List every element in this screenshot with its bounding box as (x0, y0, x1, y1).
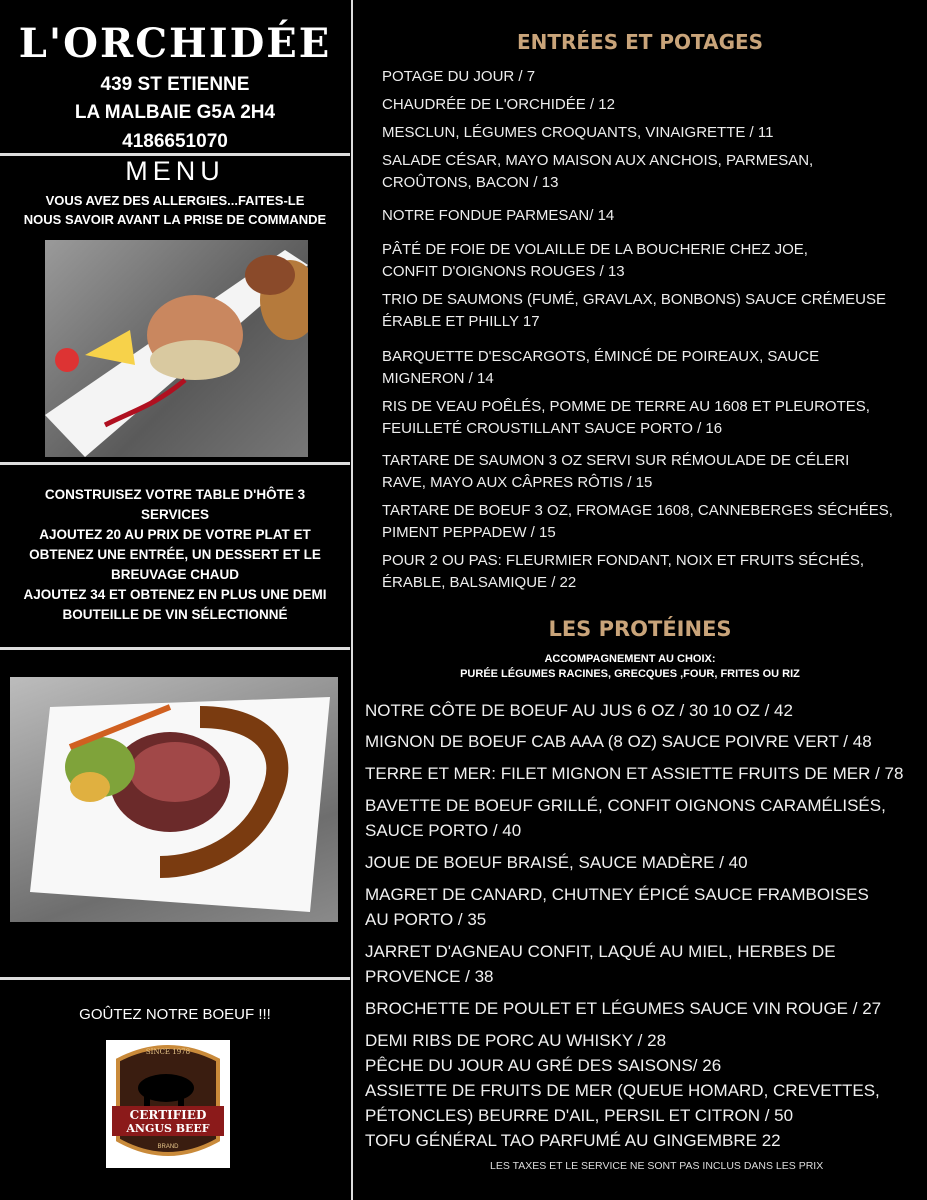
proteine-item: NOTRE CÔTE DE BOEUF AU JUS 6 OZ / 30 10 OZ / 42 (365, 701, 793, 720)
accompaniment-options: PURÉE LÉGUMES RACINES, GRECQUES ,FOUR, FRITES OU RIZ (460, 668, 800, 680)
entree-item: TRIO DE SAUMONS (FUMÉ, GRAVLAX, BONBONS) SAUCE CRÉMEUSE ÉRABLE ET PHILLY 17 (382, 291, 886, 330)
proteine-item: MAGRET DE CANARD, CHUTNEY ÉPICÉ SAUCE FRAMBOISES AU PORTO / 35 (365, 885, 869, 929)
entree-item: TARTARE DE SAUMON 3 OZ SERVI SUR RÉMOULADE DE CÉLERI RAVE, MAYO AUX CÂPRES RÔTIS / 15 (382, 452, 850, 491)
entree-item: BARQUETTE D'ESCARGOTS, ÉMINCÉ DE POIREAUX, SAUCE MIGNERON / 14 (382, 348, 820, 387)
entree-item: MESCLUN, LÉGUMES CROQUANTS, VINAIGRETTE / 11 (382, 124, 774, 141)
table-hote-line: AJOUTEZ 34 ET OBTENEZ EN PLUS UNE DEMI (23, 587, 327, 602)
table-hote-line: SERVICES (140, 507, 210, 522)
proteine-item: DEMI RIBS DE PORC AU WHISKY / 28 PÊCHE DU JOUR AU GRÉ DES SAISONS/ 26 ASSIETTE DE FRUITS DE MER (QUEUE HOMARD, CREVETTES, PÉTONCLES) BEURRE D'AIL, PERSIL ET CITRON / 50 TOFU GÉNÉRAL TAO PARFUMÉ AU GINGEMBRE 22 (365, 1031, 880, 1150)
proteines-heading: LES PROTÉINES (548, 617, 732, 641)
logo-brand: BRAND (157, 1144, 179, 1150)
table-hote-notice (8, 485, 342, 625)
logo-certified: CERTIFIED (129, 1108, 207, 1122)
entree-item: TARTARE DE BOEUF 3 OZ, FROMAGE 1608, CANNEBERGES SÉCHÉES, PIMENT PEPPADEW / 15 (382, 502, 893, 541)
table-hote-line: CONSTRUISEZ VOTRE TABLE D'HÔTE 3 (44, 487, 306, 502)
allergy-line: NOUS SAVOIR AVANT LA PRISE DE COMMANDE (23, 212, 327, 227)
divider (0, 462, 350, 465)
allergy-notice (0, 191, 350, 229)
angus-logo (106, 1040, 230, 1168)
tartare-illustration (45, 240, 308, 457)
entree-item: RIS DE VEAU POÊLÉS, POMME DE TERRE AU 1608 ET PLEUROTES, FEUILLETÉ CROUSTILLANT SAUCE PORTO / 16 (382, 398, 870, 437)
table-hote-line: OBTENEZ UNE ENTRÉE, UN DESSERT ET LE (29, 547, 321, 562)
entrees-heading: ENTRÉES ET POTAGES (516, 30, 764, 54)
table-hote-line: BOUTEILLE DE VIN SÉLECTIONNÉ (62, 607, 288, 622)
accompaniment-title: ACCOMPAGNEMENT AU CHOIX: (544, 653, 716, 665)
proteine-item: JOUE DE BOEUF BRAISÉ, SAUCE MADÈRE / 40 (365, 853, 748, 872)
allergy-line: VOUS AVEZ DES ALLERGIES...FAITES-LE (45, 193, 305, 208)
entree-item: CHAUDRÉE DE L'ORCHIDÉE / 12 (382, 96, 615, 113)
logo-angus-beef: ANGUS BEEF (126, 1122, 210, 1135)
entree-item: PÂTÉ DE FOIE DE VOLAILLE DE LA BOUCHERIE CHEZ JOE, CONFIT D'OIGNONS ROUGES / 13 (382, 241, 808, 280)
table-hote-line: BREUVAGE CHAUD (110, 567, 239, 582)
column-divider (351, 0, 353, 1200)
menu-label: MENU (125, 156, 225, 186)
proteine-item: BROCHETTE DE POULET ET LÉGUMES SAUCE VIN ROUGE / 27 (365, 999, 882, 1018)
logo-since: SINCE 1978 (145, 1048, 191, 1056)
steak-photo (10, 677, 338, 922)
entree-item: NOTRE FONDUE PARMESAN/ 14 (382, 207, 615, 224)
divider (0, 647, 350, 650)
entree-item: SALADE CÉSAR, MAYO MAISON AUX ANCHOIS, PARMESAN, CROÛTONS, BACON / 13 (382, 152, 814, 191)
boeuf-tagline: GOÛTEZ NOTRE BOEUF !!! (79, 1006, 271, 1023)
entree-item: POTAGE DU JOUR / 7 (382, 68, 536, 85)
proteine-item: TERRE ET MER: FILET MIGNON ET ASSIETTE FRUITS DE MER / 78 (365, 764, 904, 783)
divider (0, 977, 350, 980)
taxes-notice: LES TAXES ET LE SERVICE NE SONT PAS INCLUS DANS LES PRIX (490, 1160, 824, 1172)
address-line2: LA MALBAIE G5A 2H4 (74, 102, 276, 123)
entree-item: POUR 2 OU PAS: FLEURMIER FONDANT, NOIX ET FRUITS SÉCHÉS, ÉRABLE, BALSAMIQUE / 22 (382, 552, 865, 591)
restaurant-name: L'ORCHIDÉE (18, 20, 332, 67)
steak-illustration (10, 677, 338, 922)
proteine-item: MIGNON DE BOEUF CAB AAA (8 OZ) SAUCE POIVRE VERT / 48 (365, 732, 872, 751)
tartare-photo (45, 240, 308, 457)
proteine-item: BAVETTE DE BOEUF GRILLÉ, CONFIT OIGNONS CARAMÉLISÉS, SAUCE PORTO / 40 (365, 796, 886, 840)
address-line1: 439 ST ETIENNE (100, 74, 250, 95)
table-hote-line: AJOUTEZ 20 AU PRIX DE VOTRE PLAT ET (39, 527, 311, 542)
proteine-item: JARRET D'AGNEAU CONFIT, LAQUÉ AU MIEL, HERBES DE PROVENCE / 38 (365, 942, 836, 986)
phone-number: 4186651070 (122, 131, 228, 152)
